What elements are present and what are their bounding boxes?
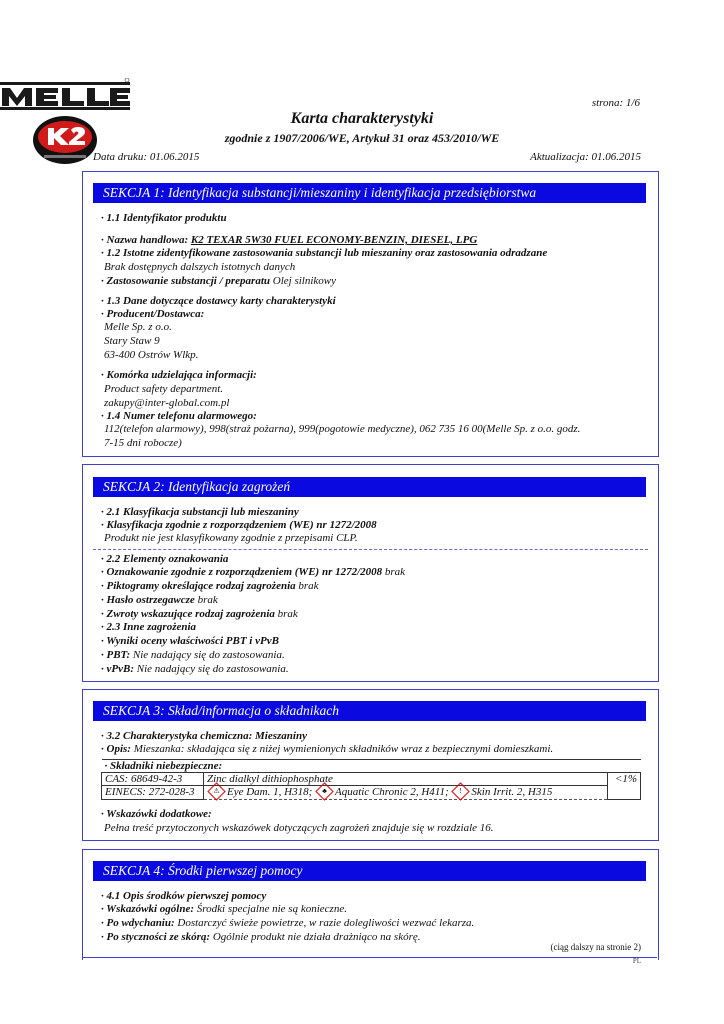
s2-line-7-label: · Hasło ostrzegawcze [101,594,195,606]
s3-line-3: · Wskazówki dodatkowe: [101,808,212,820]
hazard-2: Aquatic Chronic 2, H411; [334,786,449,799]
section-2 [82,464,659,682]
section-1-heading: SEKCJA 1: Identyfikacja substancji/mieszaniny i identyfikacja przedsiębiorstwa [93,183,646,203]
s2-line-8 [101,608,298,620]
s1-usage-value: Olej silnikowy [272,275,337,287]
s2-line-5-label: · Oznakowanie zgodnie z rozporządzeniem (WE) nr 1272/2008 [101,566,383,578]
print-date: Data druku: 01.06.2015 [93,151,200,163]
section-1 [82,171,659,457]
s2-line-12 [101,663,289,675]
s2-line-8-label: · Zwroty wskazujące rodzaj zagrożenia [101,608,275,620]
s1-email: zakupy@inter-global.com.pl [104,397,230,409]
s1-line-9: Stary Staw 9 [104,335,160,347]
s1-line-10: 63-400 Ostrów Wlkp. [104,349,199,361]
s1-trade-name [101,234,477,246]
s3-line-4: Pełna treść przytoczonych wskazówek dotyczących zagrożeń znajduje się w rozdziale 16. [104,822,494,834]
environment-icon: ♣ [315,782,333,800]
s1-line-4: Brak dostępnych dalszych istotnych danych [104,261,296,273]
s3-description [101,743,553,755]
s1-line-8: Melle Sp. z o.o. [104,321,172,333]
s4-line-2-label: · Wskazówki ogólne: [101,903,195,915]
s1-line-16: 7-15 dni robocze) [104,437,182,449]
s4-line-2-value: Środki specjalne nie są konieczne. [196,903,347,915]
s4-line-1: · 4.1 Opis środków pierwszej pomocy [101,890,267,902]
table-row [102,786,641,800]
s1-line-11: · Komórka udzielająca informacji: [101,369,257,381]
hazard-1: Eye Dam. 1, H318; [227,786,313,799]
table-header: · Składniki niebezpieczne: [102,760,641,773]
language-code: PL [632,957,641,965]
component-name: Zinc dialkyl dithiophosphate [204,773,608,786]
s1-line-3: · 1.2 Istotne zidentyfikowane zastosowania substancji lub mieszaniny oraz zastosowania odradzane [101,247,548,259]
s2-line-1: · 2.1 Klasyfikacja substancji lub mieszaniny [101,506,299,518]
s2-line-3: Produkt nie jest klasyfikowany zgodnie z przepisami CLP. [104,532,358,544]
hazardous-components-table [101,759,641,800]
s2-line-12-value: Nie nadający się do zastosowania. [136,663,289,675]
s2-line-11 [101,649,285,661]
s2-line-6-value: brak [298,580,319,592]
cas-number: CAS: 68649-42-3 [102,773,204,786]
s2-line-4: · 2.2 Elementy oznakowania [101,553,229,565]
hazard-statements [204,786,608,800]
s1-usage-label: · Zastosowanie substancji / preparatu [101,275,271,287]
s2-line-5 [101,566,405,578]
table-row [102,773,641,786]
hazard-3: Skin Irrit. 2, H315 [471,786,553,799]
s2-line-10: · Wyniki oceny właściwości PBT i vPvB [101,635,279,647]
s4-line-4-label: · Po styczności ze skórą: [101,931,211,943]
s1-line-12: Product safety department. [104,383,224,395]
s4-line-4 [101,931,421,943]
s1-trade-name-label: · Nazwa handlowa: [101,234,189,246]
s2-line-12-label: · vPvB: [101,663,134,675]
section-3 [82,689,659,841]
continued-note: (ciąg dalszy na stronie 2) [550,942,641,952]
s1-line-6: · 1.3 Dane dotyczące dostawcy karty charakterystyki [101,295,336,307]
exclamation-icon: ! [452,782,470,800]
s2-line-8-value: brak [277,608,298,620]
s2-line-11-label: · PBT: [101,649,131,661]
concentration: <1% [608,773,641,800]
s2-line-11-value: Nie nadający się do zastosowania. [132,649,285,661]
s1-line-15: 112(telefon alarmowy), 998(straż pożarna), 999(pogotowie medyczne), 062 735 16 00(Melle Sp. z o.o. godz. [104,423,581,435]
s2-line-6 [101,580,319,592]
page-number: strona: 1/6 [591,97,640,109]
s1-line-7: · Producent/Dostawca: [101,308,205,320]
melle-logo [0,78,134,114]
s2-line-7-value: brak [197,594,218,606]
section-2-heading: SEKCJA 2: Identyfikacja zagrożeń [93,477,646,497]
document-title: Karta charakterystyki [290,110,434,127]
section-4-heading: SEKCJA 4: Środki pierwszej pomocy [93,861,646,881]
document-subtitle: zgodnie z 1907/2006/WE, Artykuł 31 oraz 453/2010/WE [224,131,500,145]
s1-trade-name-value: K2 TEXAR 5W30 FUEL ECONOMY-BENZIN, DIESEL, LPG [190,234,478,246]
s1-line-1: · 1.1 Identyfikator produktu [101,212,227,224]
s3-description-value: Mieszanka: składająca się z niżej wymienionych składników wraz z bezpiecznymi domieszkami. [133,743,554,755]
update-date: Aktualizacja: 01.06.2015 [530,151,641,163]
section-3-heading: SEKCJA 3: Skład/informacja o składnikach [93,701,646,721]
s3-line-1: · 3.2 Charakterystyka chemiczna: Mieszaniny [101,730,307,742]
s4-line-3-label: · Po wdychaniu: [101,917,175,929]
s2-line-6-label: · Piktogramy określające rodzaj zagrożenia [101,580,296,592]
s2-line-2: · Klasyfikacja zgodnie z rozporządzeniem (WE) nr 1272/2008 [101,519,377,531]
s2-line-9: · 2.3 Inne zagrożenia [101,621,197,633]
s1-usage [101,275,336,287]
footer-divider [82,957,657,958]
s4-line-2 [101,903,347,915]
s3-description-label: · Opis: [101,743,131,755]
s2-line-5-value: brak [384,566,406,578]
table-header-row [102,760,641,773]
s2-divider [93,549,648,550]
s4-line-4-value: Ogólnie produkt nie działa drażniąco na skórę. [212,931,421,943]
s1-line-14: · 1.4 Numer telefonu alarmowego: [101,410,257,422]
einecs-number: EINECS: 272-028-3 [102,786,204,800]
s4-line-3-value: Dostarczyć świeże powietrze, w razie dolegliwości wezwać lekarza. [177,917,475,929]
s2-line-7 [101,594,218,606]
corrosion-icon: ⚠ [207,782,225,800]
s4-line-3 [101,917,474,929]
